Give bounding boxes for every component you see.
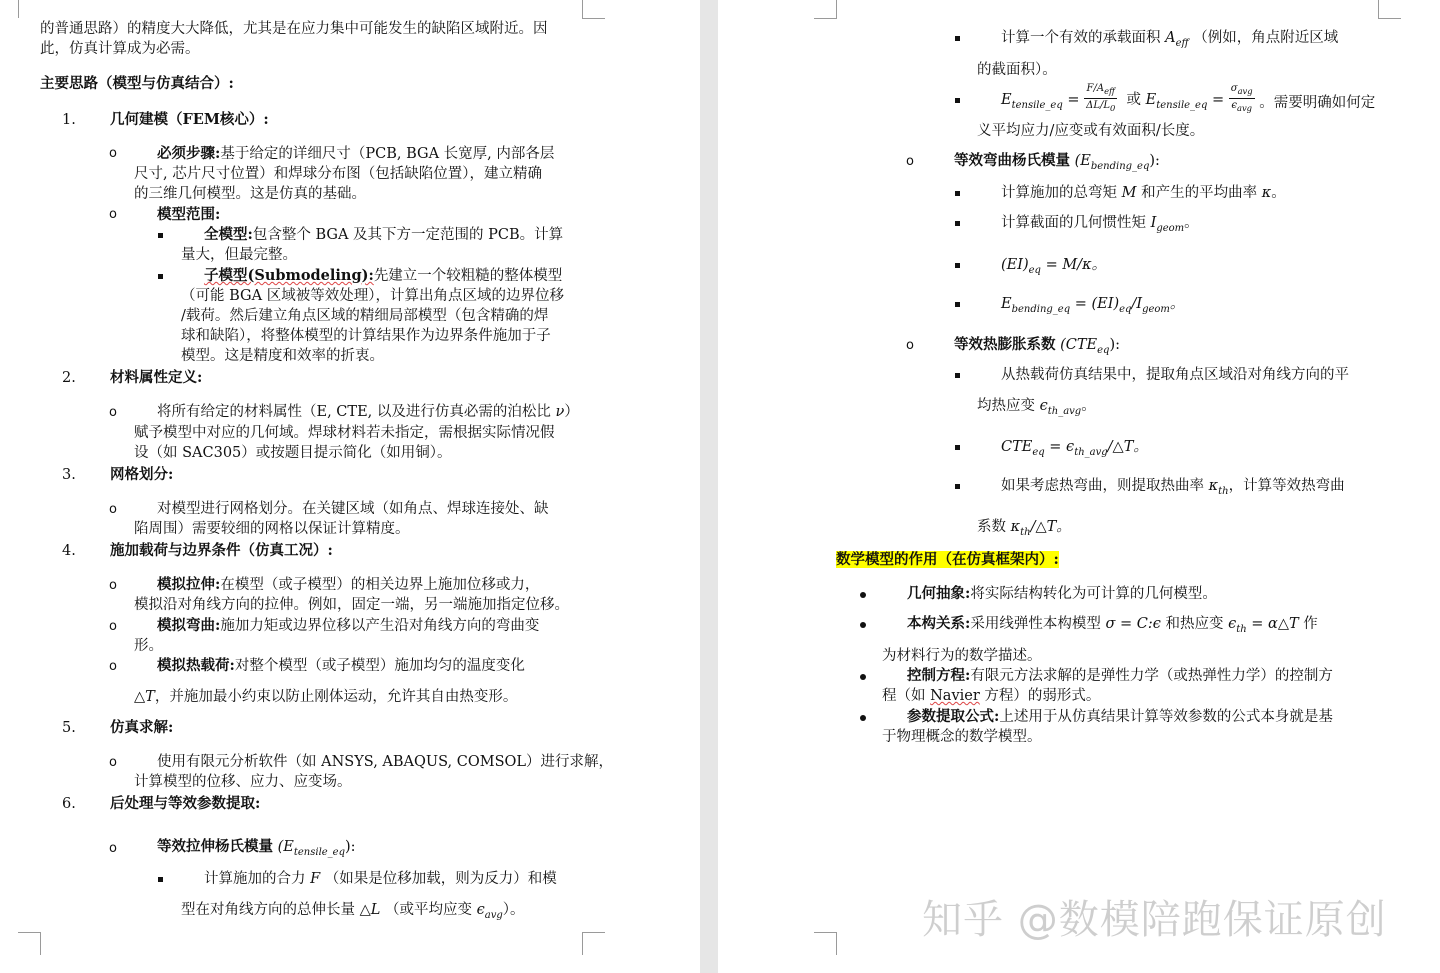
crop-mark-top-right — [1378, 0, 1401, 19]
formula-bending-ei: $(EI)_{eq} = M/\kappa$。 — [1001, 257, 1107, 276]
bullet-dot-icon — [860, 592, 866, 598]
hollow-bullet-icon: o — [109, 755, 117, 770]
formula-tensile: $E_{tensile\_eq}$ = $F/A_{eff}$ $\Delta L/L_0$ 或 $E_{tensile\_eq}$ = $\sigma_{avg}$ $\epsilon_{avg}$ 。需要明确如何定 — [1001, 83, 1376, 113]
hollow-bullet-icon: o — [109, 619, 117, 634]
list-item-line: 型在对角线方向的总伸长量 △L （或平均应变 $\epsilon_{avg}$）。 — [181, 902, 525, 921]
list-item: 模拟拉伸:在模型（或子模型）的相关边界上施加位移或力， — [157, 576, 540, 593]
list-item-line: 程（如 Navier 方程）的弱形式。 — [882, 688, 1101, 704]
hollow-bullet-icon: o — [109, 146, 117, 161]
list-item-line: 设（如 SAC305）或按题目提示简化（如用铜）。 — [134, 445, 452, 461]
list-item-line: 为材料行为的数学描述。 — [882, 648, 1042, 664]
crop-mark-top-left — [18, 0, 19, 18]
highlighted-heading: 数学模型的作用（在仿真框架内）: — [836, 551, 1059, 568]
list-item: 几何抽象:将实际结构转化为可计算的几何模型。 — [907, 585, 1217, 602]
page-gap — [700, 0, 718, 973]
hollow-bullet-icon: o — [109, 207, 117, 222]
bullet-dot-icon — [860, 674, 866, 680]
list-item-line: /载荷。然后建立角点区域的精细局部模型（包含精确的焊 — [181, 308, 549, 324]
intro-line: 的普通思路）的精度大大降低，尤其是在应力集中可能发生的缺陷区域附近。因 — [40, 21, 548, 37]
list-item: 模拟热载荷:对整个模型（或子模型）施加均匀的温度变化 — [157, 657, 525, 674]
square-bullet-icon — [158, 877, 163, 882]
crop-mark-top-left — [814, 0, 837, 19]
hollow-bullet-icon: o — [906, 154, 914, 169]
hollow-bullet-icon: o — [109, 841, 117, 856]
list-number: 4. — [62, 543, 76, 559]
list-item: 模拟弯曲:施加力矩或边界位移以产生沿对角线方向的弯曲变 — [157, 617, 540, 634]
list-item-line: 量大，但最完整。 — [181, 247, 297, 263]
list-item: 本构关系:采用线弹性本构模型 σ = C:ϵ 和热应变 $\epsilon_{tℎ}$ = α△T 作 — [907, 615, 1318, 635]
list-item: 必须步骤:基于给定的详细尺寸（PCB, BGA 长宽厚, 内部各层 — [157, 145, 555, 162]
list-item-line: 尺寸, 芯片尺寸位置）和焊球分布图（包括缺陷位置），建立精确 — [134, 166, 542, 182]
list-item-line: 于物理概念的数学模型。 — [882, 729, 1042, 745]
list-item-line: 系数 $\kappa_{tℎ}/\triangle T$。 — [977, 519, 1071, 538]
hollow-bullet-icon: o — [109, 659, 117, 674]
list-title: 后处理与等效参数提取: — [110, 795, 261, 812]
list-item-line: 义平均应力/应变或有效面积/长度。 — [977, 123, 1205, 139]
square-bullet-icon — [955, 221, 960, 226]
list-item-line: 均热应变 $\epsilon_{tℎ\_avg}$。 — [977, 398, 1096, 417]
list-item: 计算截面的几何惯性矩 $I_{geom}$。 — [1001, 215, 1199, 234]
list-item: 控制方程:有限元方法求解的是弹性力学（或热弹性力学）的控制方 — [907, 667, 1333, 684]
list-item: 计算施加的合力 F （如果是位移加载，则为反力）和模 — [204, 871, 557, 887]
hollow-bullet-icon: o — [109, 405, 117, 420]
list-item: 子模型(Submodeling):先建立一个较粗糙的整体模型 — [204, 267, 563, 284]
square-bullet-icon — [955, 98, 960, 103]
list-item: 计算施加的总弯矩 M 和产生的平均曲率 κ。 — [1001, 185, 1286, 201]
list-item-line: 模型。这是精度和效率的折衷。 — [181, 348, 384, 364]
hollow-bullet-icon: o — [109, 578, 117, 593]
square-bullet-icon — [955, 484, 960, 489]
list-item: 如果考虑热弯曲，则提取热曲率 $\kappa_{tℎ}$，计算等效热弯曲 — [1001, 478, 1345, 497]
list-item: 等效热膨胀系数 $(CTE_{eq})$: — [954, 336, 1120, 356]
list-item: 模型范围: — [157, 206, 221, 223]
list-item: 全模型:包含整个 BGA 及其下方一定范围的 PCB。计算 — [204, 226, 564, 243]
list-item-line: △T，并施加最小约束以防止刚体运动，允许其自由热变形。 — [134, 689, 518, 705]
hollow-bullet-icon: o — [109, 502, 117, 517]
list-item: 等效拉伸杨氏模量 $(E_{tensile\_eq})$: — [157, 838, 356, 858]
document-page-left — [0, 0, 700, 973]
list-item: 参数提取公式:上述用于从仿真结果计算等效参数的公式本身就是基 — [907, 708, 1333, 725]
list-number: 6. — [62, 796, 76, 812]
list-item-line: 的截面积）。 — [977, 62, 1057, 78]
square-bullet-icon — [955, 373, 960, 378]
square-bullet-icon — [955, 445, 960, 450]
list-title: 材料属性定义: — [110, 369, 203, 386]
section-heading: 主要思路（模型与仿真结合）: — [40, 75, 234, 92]
list-number: 2. — [62, 370, 76, 386]
list-title: 仿真求解: — [110, 719, 174, 736]
list-item-line: 模拟沿对角线方向的拉伸。例如，固定一端，另一端施加指定位移。 — [134, 597, 569, 613]
intro-line: 此，仿真计算成为必需。 — [40, 41, 200, 57]
bullet-dot-icon — [860, 622, 866, 628]
square-bullet-icon — [955, 36, 960, 41]
list-item-line: 赋予模型中对应的几何域。焊球材料若未指定，需根据实际情况假 — [134, 425, 555, 441]
list-title: 施加载荷与边界条件（仿真工况）: — [110, 542, 333, 559]
formula-bending-modulus: $E_{bending\_eq} = (EI)_{eq}/I_{geom}$。 — [1001, 296, 1185, 315]
document-page-right — [718, 0, 1440, 973]
crop-mark-bottom-right — [582, 932, 605, 955]
crop-mark-top-right — [582, 0, 605, 19]
list-item: 计算一个有效的承载面积 $A_{eff}$ （例如，角点附近区域 — [1001, 30, 1339, 49]
list-item-line: 计算模型的位移、应力、应变场。 — [134, 774, 352, 790]
list-item-line: 形。 — [134, 638, 163, 654]
watermark: 知乎 @数模陪跑保证原创 — [922, 897, 1387, 943]
list-item-line: 陷周围）需要较细的网格以保证计算精度。 — [134, 521, 410, 537]
list-item: 将所有给定的材料属性（E, CTE, 以及进行仿真必需的泊松比 ν） — [157, 404, 579, 420]
list-number: 5. — [62, 720, 76, 736]
formula-cte: $CTE_{eq}$ = $\epsilon_{tℎ\_avg}/\triangle T$。 — [1001, 439, 1148, 458]
square-bullet-icon — [955, 263, 960, 268]
list-number: 3. — [62, 467, 76, 483]
crop-mark-bottom-left — [18, 932, 41, 955]
square-bullet-icon — [955, 191, 960, 196]
hollow-bullet-icon: o — [906, 338, 914, 353]
list-number: 1. — [62, 112, 76, 128]
list-item: 从热载荷仿真结果中，提取角点区域沿对角线方向的平 — [1001, 367, 1349, 383]
square-bullet-icon — [955, 302, 960, 307]
list-title: 几何建模（FEM核心）: — [110, 111, 269, 128]
square-bullet-icon — [158, 233, 163, 238]
bullet-dot-icon — [860, 715, 866, 721]
crop-mark-bottom-left — [814, 932, 837, 955]
list-item-line: 的三维几何模型。这是仿真的基础。 — [134, 186, 366, 202]
list-item: 使用有限元分析软件（如 ANSYS, ABAQUS, COMSOL）进行求解， — [157, 754, 614, 770]
list-item: 对模型进行网格划分。在关键区域（如角点、焊球连接处、缺 — [157, 501, 549, 517]
list-title: 网格划分: — [110, 466, 174, 483]
square-bullet-icon — [158, 274, 163, 279]
list-item: 等效弯曲杨氏模量 $(E_{bending\_eq})$: — [954, 152, 1160, 172]
list-item-line: 球和缺陷），将整体模型的计算结果作为边界条件施加于子 — [181, 328, 551, 344]
list-item-line: （可能 BGA 区域被等效处理），计算出角点区域的边界位移 — [181, 288, 564, 304]
